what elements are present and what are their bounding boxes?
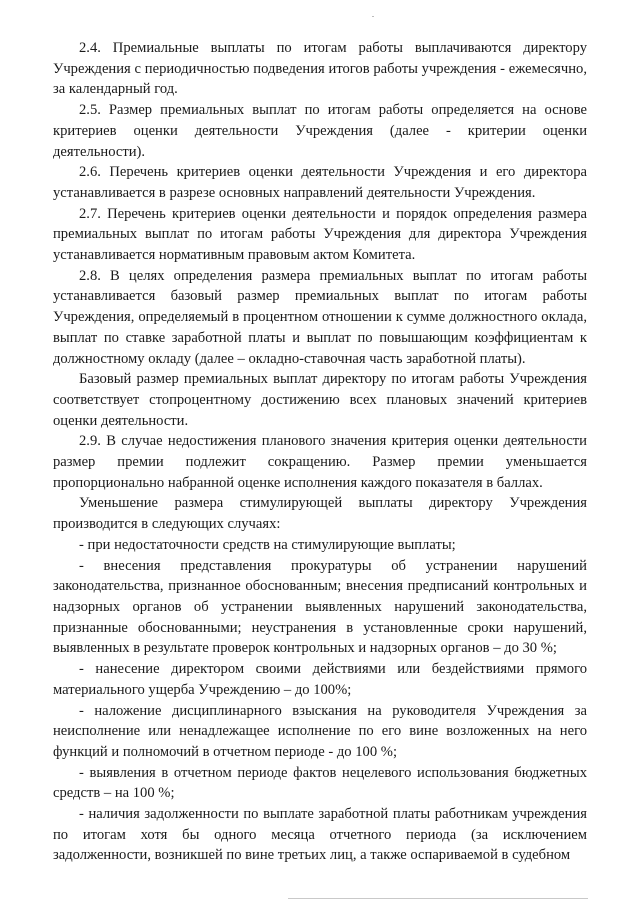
paragraph-base-size: Базовый размер премиальных выплат директору по итогам работы Учреждения соответствует стопроцентному достижению всех плановых значений критериев оценки деятельности. [53,371,587,429]
list-item-insufficient-funds: - при недостаточности средств на стимулирующие выплаты; [79,536,456,553]
paragraph-2-7: 2.7. Перечень критериев оценки деятельности и порядок определения размера премиальных выплат по итогам работы Учреждения для директора Учреждения устанавливается нормативным правовым актом Комитета. [53,205,587,264]
paragraph-2-4: 2.4. Премиальные выплаты по итогам работы выплачиваются директору Учреждения с периодичностью подведения итогов работы учреждения - ежемесячно, за календарный год. [53,40,587,98]
list-item-disciplinary-penalty: - наложение дисциплинарного взыскания на руководителя Учреждения за неисполнение или ненадлежащее исполнение по его вине возложенных на него функций и полномочий в отчетном периоде - до 100 %; [53,702,587,760]
paragraph-reduction-intro: Уменьшение размера стимулирующей выплаты директору Учреждения производится в следующих случаях: [53,495,587,533]
document-body [53,38,587,866]
paragraph-2-6: 2.6. Перечень критериев оценки деятельности Учреждения и его директора устанавливается в разрезе основных направлений деятельности Учреждения. [53,164,587,201]
scan-bottom-edge [288,898,588,899]
paragraph-2-5: 2.5. Размер премиальных выплат по итогам работы определяется на основе критериев оценки деятельности Учреждения (далее - критерии оценки деятельности). [53,102,587,160]
list-item-wage-arrears: - наличия задолженности по выплате заработной платы работникам учреждения по итогам хотя бы одного месяца отчетного периода (за исключением задолженности, возникшей по вине третьих лиц, а также оспариваемой в судебном [53,806,587,864]
list-item-material-damage: - нанесение директором своими действиями или бездействиями прямого материального ущерба Учреждению – до 100%; [53,661,587,698]
paragraph-2-8: 2.8. В целях определения размера премиальных выплат по итогам работы устанавливается базовый размер премиальных выплат по итогам работы Учреждения, определяемый в процентном отношении к сумме должностного оклада, выплат по ставке заработной платы и выплат по повышающим коэффициентам к должностному окладу (далее – окладно-ставочная часть заработной платы). [53,267,587,367]
list-item-prosecutor-submission: - внесения представления прокуратуры об устранении нарушений законодательства, признанное обоснованным; внесения предписаний контрольных и надзорных органов об устранении выявленных нарушений законодательства, признанные обоснованными; неустранения в установленные сроки нарушений, выявленных в результате проверок контрольных и надзорных органов – до 30 %; [53,557,587,657]
paragraph-2-9: 2.9. В случае недостижения планового значения критерия оценки деятельности размер премии подлежит сокращению. Размер премии уменьшается пропорционально набранной оценке исполнения каждого показателя в баллах. [53,433,587,491]
list-item-misuse-of-funds: - выявления в отчетном периоде фактов нецелевого использования бюджетных средств – на 100 %; [53,764,587,802]
scan-speck [372,16,374,17]
